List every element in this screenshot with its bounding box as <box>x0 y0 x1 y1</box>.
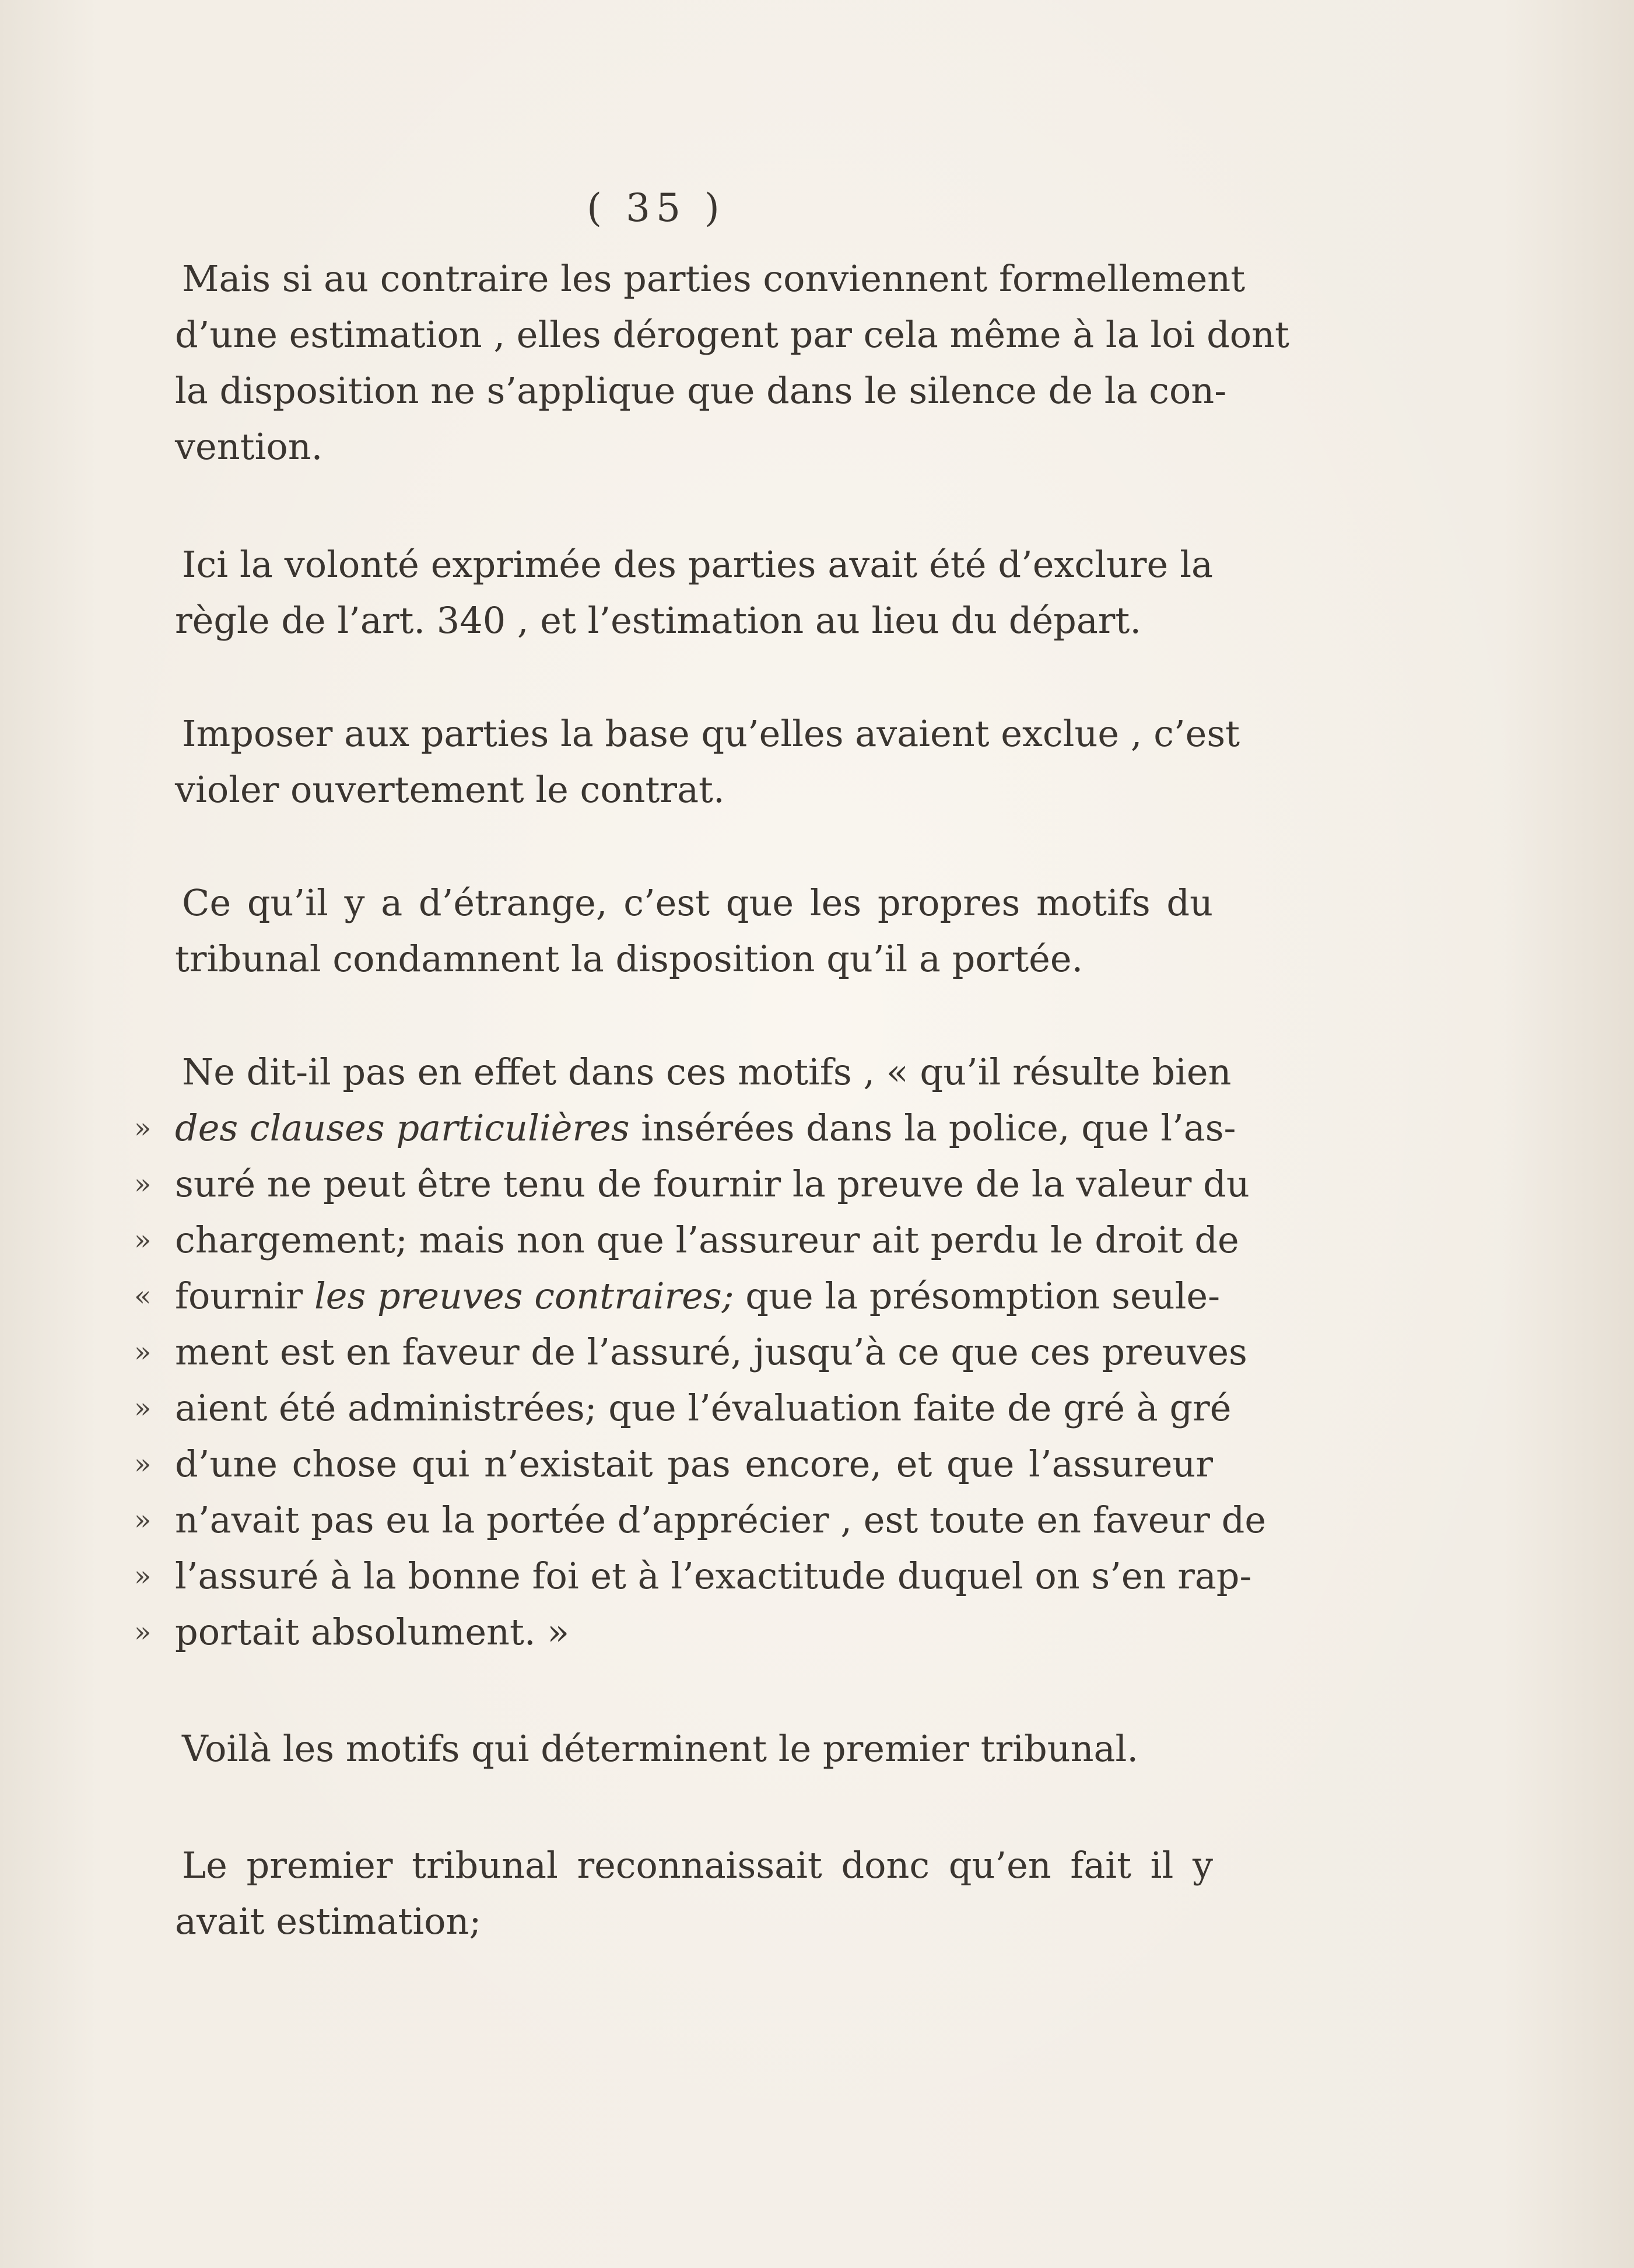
text-line: violer ouvertement le contrat. <box>175 768 725 811</box>
quote-intro-line: Ne dit-il pas en effet dans ces motifs , « qu’il résulte bien <box>182 1051 1232 1093</box>
text-line: Mais si au contraire les parties conviennent formellement <box>182 257 1246 300</box>
text-line: d’une estimation , elles dérogent par cela même à la loi dont <box>175 313 1289 356</box>
quote-mark: » <box>134 1168 152 1200</box>
text-line: Imposer aux parties la base qu’elles avaient exclue , c’est <box>182 712 1240 755</box>
quote-body <box>134 1100 1267 1660</box>
text-line: Le premier tribunal reconnaissait donc qu’en fait il y <box>182 1844 1213 1887</box>
text-line: avait estimation; <box>175 1900 482 1943</box>
quote-line: » l’assuré à la bonne foi et à l’exactitude duquel on s’en rap- <box>134 1548 1213 1604</box>
quotation-paragraph <box>134 1044 1267 1660</box>
italic-phrase: les preuves contraires; <box>314 1275 734 1317</box>
text-line: vention. <box>175 425 323 468</box>
paragraph-1 <box>175 251 1289 475</box>
text-line: Ce qu’il y a d’étrange, c’est que les propres motifs du <box>182 881 1213 924</box>
paragraph-3 <box>175 706 1240 818</box>
quote-mark: » <box>134 1112 152 1144</box>
text-line: Ici la volonté exprimée des parties avait été d’exclure la <box>182 543 1213 586</box>
quote-line: » n’avait pas eu la portée d’apprécier , est toute en faveur de <box>134 1492 1213 1548</box>
quote-line: » aient été administrées; que l’évaluation faite de gré à gré <box>134 1380 1213 1436</box>
text-line: la disposition ne s’applique que dans le silence de la con- <box>175 369 1227 412</box>
quote-mark: » <box>134 1336 152 1368</box>
quote-line: » des clauses particulières insérées dans la police, que l’as- <box>134 1100 1213 1156</box>
quote-line: » chargement; mais non que l’assureur ait perdu le droit de <box>134 1212 1213 1268</box>
quote-line: » d’une chose qui n’existait pas encore, et que l’assureur <box>134 1436 1213 1492</box>
quote-line: » ment est en faveur de l’assuré, jusqu’à ce que ces preuves <box>134 1324 1213 1380</box>
text-line: Voilà les motifs qui déterminent le premier tribunal. <box>182 1727 1139 1770</box>
text-line: tribunal condamnent la disposition qu’il a portée. <box>175 937 1084 980</box>
quote-mark: » <box>134 1504 152 1536</box>
closing-paragraph-2 <box>175 1838 1213 1950</box>
page-number: ( 35 ) <box>587 186 725 230</box>
closing-paragraph-1 <box>175 1721 1213 1777</box>
quote-mark: « <box>134 1280 152 1312</box>
italic-phrase: des clauses particulières <box>175 1107 630 1149</box>
quote-mark: » <box>134 1560 152 1592</box>
text-line: règle de l’art. 340 , et l’estimation au lieu du départ. <box>175 599 1142 642</box>
paragraph-4 <box>175 875 1213 987</box>
quote-mark: » <box>134 1616 152 1648</box>
quote-line: » portait absolument. » <box>134 1604 1213 1660</box>
quote-line: « fournir les preuves contraires; que la présomption seule- <box>134 1268 1213 1324</box>
quote-mark: » <box>134 1448 152 1480</box>
quote-mark: » <box>134 1392 152 1424</box>
quote-mark: » <box>134 1224 152 1256</box>
quote-line: » suré ne peut être tenu de fournir la preuve de la valeur du <box>134 1156 1213 1212</box>
paragraph-2 <box>175 537 1213 649</box>
